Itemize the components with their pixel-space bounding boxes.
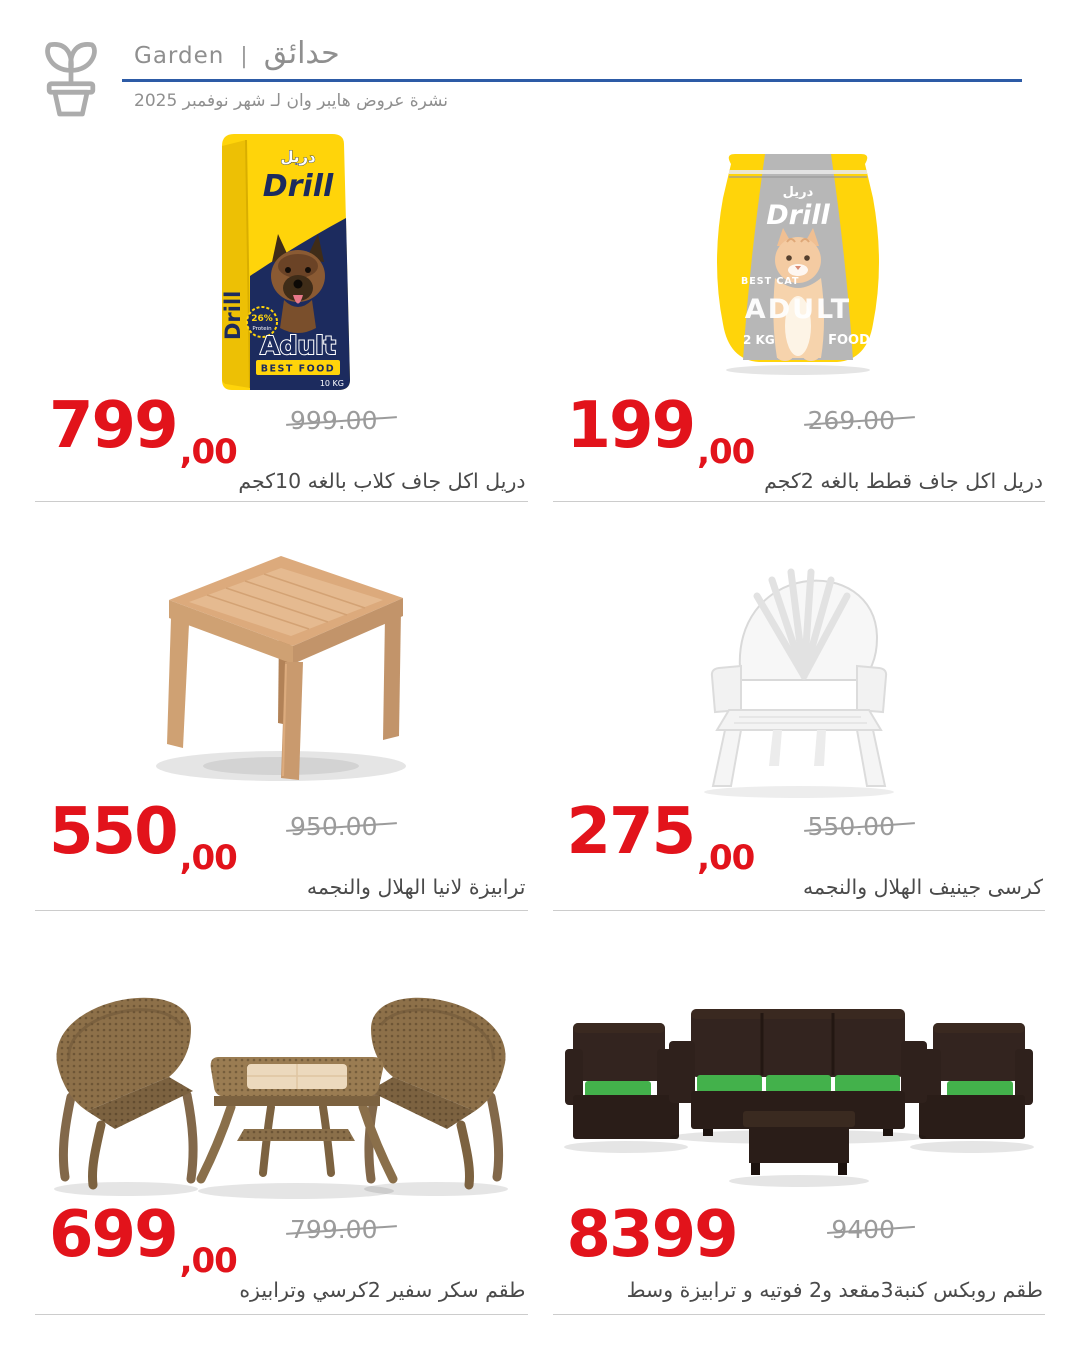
- cat-food-pouch-image: [701, 146, 896, 376]
- price-row: [553, 1198, 1046, 1272]
- dog-bag-tagline: BEST FOOD: [261, 363, 336, 375]
- current-price: $199_{,00}$: [566, 389, 755, 472]
- current-price: $699_{,00}$: [49, 1198, 237, 1281]
- rattan-table-image: [131, 540, 431, 792]
- plant-pot-icon: [34, 38, 108, 118]
- dog-food-bag-image: [206, 126, 356, 394]
- section-title: [122, 36, 1022, 82]
- page-header: [0, 0, 1080, 118]
- old-price: 999.00: [290, 406, 378, 435]
- cat-pouch-age-label: ADULT: [745, 294, 852, 325]
- old-price: 9400: [831, 1215, 895, 1244]
- product-description: ترابيزة لانيا الهلال والنجمه: [306, 874, 526, 899]
- product-card-lania-table: [35, 502, 528, 911]
- header-text: [122, 36, 1022, 111]
- old-price: 269.00: [807, 406, 895, 435]
- product-card-cat-food: [553, 122, 1046, 502]
- old-price: 950.00: [290, 812, 378, 841]
- dog-bag-weight: 10 KG: [320, 379, 345, 388]
- svg-text:26%: 26%: [251, 314, 274, 324]
- product-image-box: [35, 122, 528, 394]
- old-price: 550.00: [807, 812, 895, 841]
- product-image-box: [35, 911, 528, 1203]
- title-divider: |: [240, 44, 248, 69]
- dog-bag-side-brand: Drill: [221, 290, 246, 340]
- price-row: [553, 389, 1046, 472]
- product-image-box: [553, 911, 1046, 1203]
- current-price: $799_{,00}$: [49, 389, 237, 472]
- plastic-chair-image: [679, 516, 919, 800]
- product-description: طقم سكر سفير 2كرسي وترابيزه: [239, 1277, 526, 1302]
- price-row: [35, 795, 528, 878]
- flyer-subtitle: نشرة عروض هايبر وان لـ شهر نوفمبر 2025: [134, 91, 448, 111]
- product-description: كرسى جينيف الهلال والنجمه: [803, 874, 1043, 899]
- svg-text:Protein: Protein: [252, 326, 272, 332]
- cat-pouch-brand-ar: دريل: [782, 185, 814, 200]
- product-image-box: [553, 122, 1046, 394]
- section-title-ar: حدائق: [263, 36, 340, 71]
- product-image-box: [553, 502, 1046, 800]
- dog-bag-brand-ar: دريل: [280, 148, 316, 166]
- product-grid: [0, 118, 1080, 1315]
- bistro-table: [198, 1057, 394, 1199]
- price-row: [35, 389, 528, 472]
- cat-pouch-tagline: BEST CAT: [741, 276, 800, 287]
- cat-pouch-food-label: FOOD: [828, 333, 871, 348]
- coffee-table: [729, 1111, 869, 1187]
- product-card-dog-food: [35, 122, 528, 502]
- section-title-en: Garden: [134, 43, 225, 69]
- price-row: [553, 795, 1046, 878]
- product-description: طقم روبكس كنبة3مقعد و2 فوتيه و ترابيزة وسط: [626, 1277, 1043, 1302]
- old-price: 799.00: [290, 1215, 378, 1244]
- product-description: دريل اكل جاف قطط بالغه 2كجم: [764, 468, 1043, 493]
- product-image-box: [35, 502, 528, 800]
- product-card-geneva-chair: [553, 502, 1046, 911]
- cat-pouch-brand-en: Drill: [766, 200, 830, 231]
- cat-pouch-weight: 2 KG: [743, 333, 775, 347]
- price-row: [35, 1198, 528, 1281]
- product-description: دريل اكل جاف كلاب بالغه 10كجم: [238, 468, 526, 493]
- dog-bag-brand-en: Drill: [262, 169, 334, 204]
- sofa-set-image: [563, 985, 1035, 1189]
- product-card-rubex-sofa-set: [553, 911, 1046, 1315]
- current-price: $275_{,00}$: [566, 795, 755, 878]
- current-price: 8399: [566, 1198, 737, 1272]
- product-card-sokar-safir-set: [35, 911, 528, 1315]
- bistro-set-image: [41, 967, 521, 1199]
- dog-bag-age-label: Adult: [260, 331, 337, 360]
- current-price: $550_{,00}$: [49, 795, 237, 878]
